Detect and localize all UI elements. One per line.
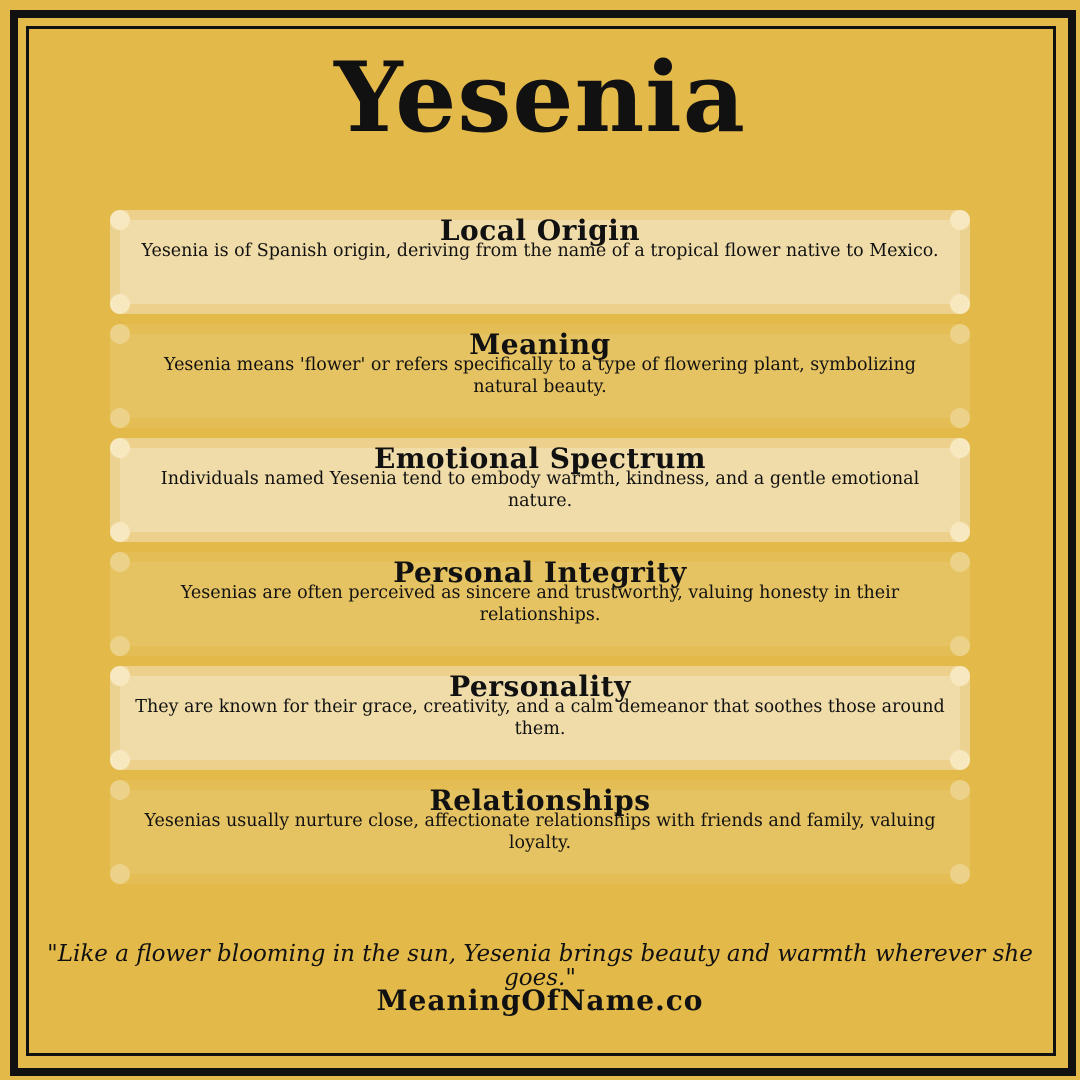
card-meaning bbox=[110, 324, 970, 428]
corner-dot bbox=[110, 408, 130, 428]
card-text: Yesenia means 'flower' or refers specifically to a type of flowering plant, symbolizing natural beauty. bbox=[164, 355, 916, 397]
card-personality bbox=[110, 666, 970, 770]
card-text: Yesenias are often perceived as sincere and trustworthy, valuing honesty in their relationships. bbox=[180, 583, 900, 625]
card-text: Yesenias usually nurture close, affectionate relationships with friends and family, valuing loyalty. bbox=[144, 811, 936, 853]
corner-dot bbox=[950, 636, 970, 656]
card-heading: Meaning bbox=[469, 328, 611, 361]
corner-dot bbox=[110, 522, 130, 542]
corner-dot bbox=[950, 864, 970, 884]
card-text: Yesenia is of Spanish origin, deriving from the name of a tropical flower native to Mexico. bbox=[141, 241, 939, 261]
quote: "Like a flower blooming in the sun, Yesenia brings beauty and warmth wherever she goes." bbox=[47, 941, 1033, 991]
page-title: Yesenia bbox=[334, 41, 746, 154]
corner-dot bbox=[950, 750, 970, 770]
card-heading: Personality bbox=[449, 670, 631, 703]
card-text: Individuals named Yesenia tend to embody warmth, kindness, and a gentle emotional nature. bbox=[160, 469, 920, 511]
card-heading: Personal Integrity bbox=[393, 556, 687, 589]
card-local-origin bbox=[110, 210, 970, 314]
card-relationships bbox=[110, 780, 970, 884]
card-heading: Relationships bbox=[429, 784, 651, 817]
corner-dot bbox=[950, 408, 970, 428]
corner-dot bbox=[110, 636, 130, 656]
card-text: They are known for their grace, creativity, and a calm demeanor that soothes those around them. bbox=[135, 697, 945, 739]
corner-dot bbox=[950, 294, 970, 314]
corner-dot bbox=[110, 864, 130, 884]
card-emotional-spectrum bbox=[110, 438, 970, 542]
card-heading: Local Origin bbox=[439, 214, 641, 247]
card-personal-integrity bbox=[110, 552, 970, 656]
site-name: MeaningOfName.co bbox=[376, 984, 704, 1017]
corner-dot bbox=[110, 294, 130, 314]
corner-dot bbox=[950, 522, 970, 542]
card-heading: Emotional Spectrum bbox=[373, 442, 707, 475]
corner-dot bbox=[110, 750, 130, 770]
